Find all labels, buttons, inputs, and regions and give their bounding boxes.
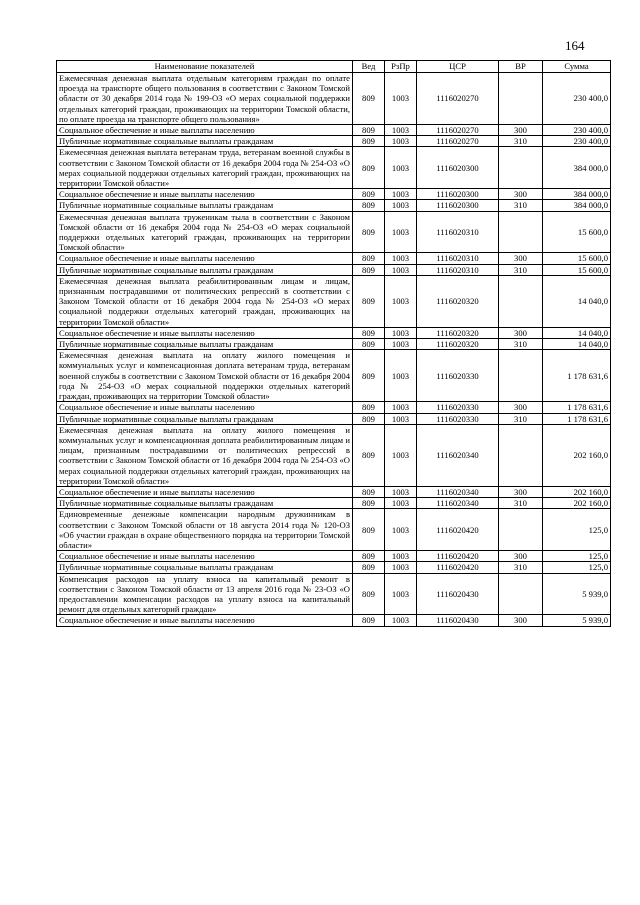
cell-csr: 1116020310 [417, 211, 499, 253]
cell-csr: 1116020310 [417, 253, 499, 264]
cell-name: Ежемесячная денежная выплата отдельным категориям граждан по оплате проезда на транспорте общего пользования в соответствии с Законом Томской области от 30 декабря 2014 года № 199-ОЗ «О мерах социальной поддержки отдельных категорий граждан, проживающих на территории Томской области, по оплате проезда на транспорте общего пользования» [57, 73, 353, 125]
table-row [57, 189, 611, 200]
cell-vr [499, 350, 543, 402]
cell-rzpr: 1003 [385, 275, 417, 327]
cell-csr: 1116020340 [417, 486, 499, 497]
budget-table [56, 60, 611, 627]
cell-vr: 300 [499, 125, 543, 136]
cell-ved: 809 [353, 211, 385, 253]
cell-sum: 14 040,0 [543, 327, 611, 338]
cell-sum: 125,0 [543, 509, 611, 551]
cell-vr [499, 509, 543, 551]
cell-sum: 1 178 631,6 [543, 413, 611, 424]
header-sum: Сумма [543, 61, 611, 73]
cell-sum: 15 600,0 [543, 264, 611, 275]
cell-vr [499, 211, 543, 253]
cell-csr: 1116020430 [417, 573, 499, 615]
cell-name: Ежемесячная денежная выплата ветеранам труда, ветеранам военной службы в соответствии с Законом Томской области от 16 декабря 2004 года № 254-ОЗ «О мерах социальной поддержки отдельных категорий граждан, проживающих на территории Томской области» [57, 147, 353, 189]
cell-sum: 15 600,0 [543, 211, 611, 253]
cell-ved: 809 [353, 253, 385, 264]
table-row [57, 264, 611, 275]
cell-sum: 14 040,0 [543, 275, 611, 327]
cell-ved: 809 [353, 413, 385, 424]
cell-csr: 1116020330 [417, 413, 499, 424]
cell-rzpr: 1003 [385, 253, 417, 264]
cell-vr [499, 573, 543, 615]
cell-vr: 310 [499, 339, 543, 350]
cell-vr: 300 [499, 253, 543, 264]
table-row [57, 339, 611, 350]
cell-csr: 1116020420 [417, 551, 499, 562]
cell-rzpr: 1003 [385, 551, 417, 562]
cell-sum: 5 939,0 [543, 573, 611, 615]
cell-name: Ежемесячная денежная выплата на оплату жилого помещения и коммунальных услуг и компенсационная доплата реабилитированным лицам и лицам, признанным пострадавшими от политических репрессий в соответствии с Законом Томской области от 16 декабря 2004 года № 254-ОЗ «О мерах социальной поддержки отдельных категорий граждан, проживающих на территории Томской области» [57, 424, 353, 486]
cell-ved: 809 [353, 264, 385, 275]
cell-ved: 809 [353, 136, 385, 147]
table-body [57, 73, 611, 627]
cell-name: Социальное обеспечение и иные выплаты населению [57, 125, 353, 136]
cell-ved: 809 [353, 498, 385, 509]
cell-vr: 310 [499, 200, 543, 211]
cell-sum: 202 160,0 [543, 424, 611, 486]
cell-csr: 1116020300 [417, 189, 499, 200]
cell-vr: 300 [499, 189, 543, 200]
cell-csr: 1116020270 [417, 73, 499, 125]
cell-vr: 310 [499, 264, 543, 275]
cell-name: Социальное обеспечение и иные выплаты населению [57, 327, 353, 338]
cell-sum: 125,0 [543, 562, 611, 573]
cell-vr: 300 [499, 402, 543, 413]
cell-rzpr: 1003 [385, 413, 417, 424]
table-row [57, 211, 611, 253]
cell-csr: 1116020300 [417, 200, 499, 211]
cell-sum: 384 000,0 [543, 200, 611, 211]
cell-rzpr: 1003 [385, 327, 417, 338]
table-row [57, 253, 611, 264]
table-row [57, 125, 611, 136]
cell-vr: 300 [499, 551, 543, 562]
cell-name: Социальное обеспечение и иные выплаты населению [57, 189, 353, 200]
table-row [57, 136, 611, 147]
cell-rzpr: 1003 [385, 339, 417, 350]
cell-rzpr: 1003 [385, 211, 417, 253]
table-row [57, 402, 611, 413]
cell-rzpr: 1003 [385, 350, 417, 402]
cell-vr [499, 147, 543, 189]
cell-ved: 809 [353, 327, 385, 338]
cell-rzpr: 1003 [385, 264, 417, 275]
cell-name: Ежемесячная денежная выплата на оплату жилого помещения и коммунальных услуг и компенсационная доплата ветеранам труда, ветеранам военной службы в соответствии с Законом Томской области от 16 декабря 2004 года № 254-ОЗ «О мерах социальной поддержки отдельных категорий граждан, проживающих на территории Томской области» [57, 350, 353, 402]
cell-name: Ежемесячная денежная выплата труженикам тыла в соответствии с Законом Томской области от 16 декабря 2004 года № 254-ОЗ «О мерах социальной поддержки отдельных категорий граждан, проживающих на территории Томской области» [57, 211, 353, 253]
cell-ved: 809 [353, 125, 385, 136]
cell-name: Компенсация расходов на уплату взноса на капитальный ремонт в соответствии с Законом Томской области от 13 апреля 2016 года № 23-ОЗ «О предоставлении компенсации расходов на уплату взноса на капитальный ремонт для отдельных категорий граждан» [57, 573, 353, 615]
cell-csr: 1116020270 [417, 125, 499, 136]
cell-sum: 5 939,0 [543, 615, 611, 626]
cell-rzpr: 1003 [385, 615, 417, 626]
cell-ved: 809 [353, 189, 385, 200]
table-row [57, 486, 611, 497]
cell-name: Социальное обеспечение и иные выплаты населению [57, 551, 353, 562]
cell-rzpr: 1003 [385, 486, 417, 497]
cell-sum: 125,0 [543, 551, 611, 562]
cell-ved: 809 [353, 562, 385, 573]
table-row [57, 73, 611, 125]
cell-vr: 300 [499, 327, 543, 338]
header-ved: Вед [353, 61, 385, 73]
cell-name: Социальное обеспечение и иные выплаты населению [57, 402, 353, 413]
cell-csr: 1116020300 [417, 147, 499, 189]
cell-name: Социальное обеспечение и иные выплаты населению [57, 253, 353, 264]
cell-ved: 809 [353, 573, 385, 615]
cell-ved: 809 [353, 339, 385, 350]
cell-csr: 1116020330 [417, 350, 499, 402]
cell-name: Публичные нормативные социальные выплаты гражданам [57, 498, 353, 509]
header-rzpr: РзПр [385, 61, 417, 73]
cell-ved: 809 [353, 73, 385, 125]
cell-name: Публичные нормативные социальные выплаты гражданам [57, 339, 353, 350]
header-name: Наименование показателей [57, 61, 353, 73]
cell-name: Публичные нормативные социальные выплаты гражданам [57, 562, 353, 573]
cell-csr: 1116020310 [417, 264, 499, 275]
cell-name: Публичные нормативные социальные выплаты гражданам [57, 413, 353, 424]
cell-ved: 809 [353, 615, 385, 626]
cell-vr: 310 [499, 562, 543, 573]
cell-ved: 809 [353, 551, 385, 562]
table-row [57, 147, 611, 189]
cell-name: Ежемесячная денежная выплата реабилитированным лицам и лицам, признанным пострадавшими от политических репрессий в соответствии с Законом Томской области от 16 декабря 2004 года № 254-ОЗ «О мерах социальной поддержки отдельных категорий граждан, проживающих на территории Томской области» [57, 275, 353, 327]
table-row [57, 275, 611, 327]
cell-rzpr: 1003 [385, 424, 417, 486]
cell-rzpr: 1003 [385, 125, 417, 136]
cell-ved: 809 [353, 509, 385, 551]
table-row [57, 498, 611, 509]
cell-csr: 1116020320 [417, 275, 499, 327]
cell-ved: 809 [353, 200, 385, 211]
cell-name: Публичные нормативные социальные выплаты гражданам [57, 264, 353, 275]
cell-ved: 809 [353, 486, 385, 497]
table-row [57, 509, 611, 551]
table-row [57, 200, 611, 211]
cell-name: Социальное обеспечение и иные выплаты населению [57, 615, 353, 626]
cell-sum: 202 160,0 [543, 486, 611, 497]
cell-sum: 15 600,0 [543, 253, 611, 264]
cell-rzpr: 1003 [385, 562, 417, 573]
table-row [57, 424, 611, 486]
cell-rzpr: 1003 [385, 402, 417, 413]
cell-vr [499, 73, 543, 125]
cell-vr: 300 [499, 486, 543, 497]
cell-sum: 230 400,0 [543, 125, 611, 136]
page-number: 164 [565, 38, 585, 53]
cell-rzpr: 1003 [385, 147, 417, 189]
header-csr: ЦСР [417, 61, 499, 73]
table-row [57, 350, 611, 402]
table-row [57, 562, 611, 573]
cell-sum: 384 000,0 [543, 189, 611, 200]
cell-sum: 14 040,0 [543, 339, 611, 350]
cell-rzpr: 1003 [385, 189, 417, 200]
cell-csr: 1116020270 [417, 136, 499, 147]
cell-name: Публичные нормативные социальные выплаты гражданам [57, 136, 353, 147]
cell-rzpr: 1003 [385, 200, 417, 211]
table-row [57, 615, 611, 626]
cell-name: Единовременные денежные компенсации народным дружинникам в соответствии с Законом Томской области от 18 августа 2014 года № 120-ОЗ «Об участии граждан в охране общественного порядка на территории Томской области» [57, 509, 353, 551]
table-row [57, 573, 611, 615]
cell-rzpr: 1003 [385, 73, 417, 125]
cell-rzpr: 1003 [385, 509, 417, 551]
cell-sum: 384 000,0 [543, 147, 611, 189]
cell-sum: 202 160,0 [543, 498, 611, 509]
cell-csr: 1116020420 [417, 509, 499, 551]
cell-vr: 310 [499, 498, 543, 509]
cell-ved: 809 [353, 147, 385, 189]
cell-csr: 1116020330 [417, 402, 499, 413]
cell-rzpr: 1003 [385, 136, 417, 147]
cell-csr: 1116020340 [417, 424, 499, 486]
cell-csr: 1116020320 [417, 327, 499, 338]
table-header-row [57, 61, 611, 73]
cell-sum: 230 400,0 [543, 73, 611, 125]
cell-vr [499, 275, 543, 327]
cell-name: Публичные нормативные социальные выплаты гражданам [57, 200, 353, 211]
cell-name: Социальное обеспечение и иные выплаты населению [57, 486, 353, 497]
cell-sum: 1 178 631,6 [543, 402, 611, 413]
cell-csr: 1116020320 [417, 339, 499, 350]
cell-vr: 310 [499, 136, 543, 147]
cell-csr: 1116020430 [417, 615, 499, 626]
table-row [57, 551, 611, 562]
cell-sum: 230 400,0 [543, 136, 611, 147]
cell-csr: 1116020420 [417, 562, 499, 573]
cell-ved: 809 [353, 402, 385, 413]
header-vr: ВР [499, 61, 543, 73]
cell-sum: 1 178 631,6 [543, 350, 611, 402]
cell-ved: 809 [353, 350, 385, 402]
cell-vr: 310 [499, 413, 543, 424]
cell-rzpr: 1003 [385, 498, 417, 509]
cell-rzpr: 1003 [385, 573, 417, 615]
cell-vr [499, 424, 543, 486]
cell-ved: 809 [353, 424, 385, 486]
cell-csr: 1116020340 [417, 498, 499, 509]
cell-ved: 809 [353, 275, 385, 327]
cell-vr: 300 [499, 615, 543, 626]
table-row [57, 327, 611, 338]
table-row [57, 413, 611, 424]
